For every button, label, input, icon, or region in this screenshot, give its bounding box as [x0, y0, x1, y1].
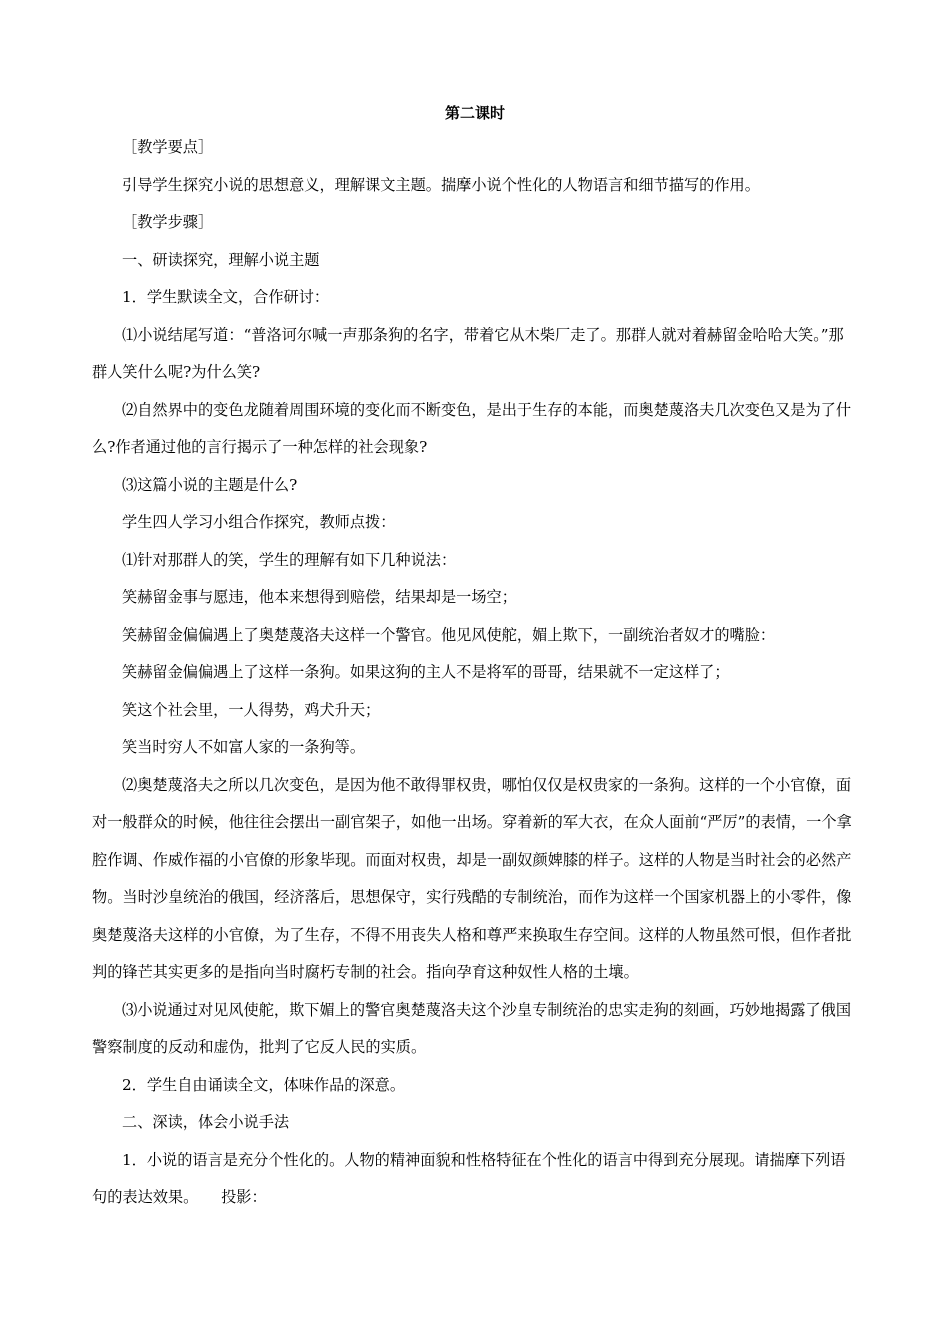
answer-1-item-5: 笑当时穷人不如富人家的一条狗等。 — [122, 738, 365, 756]
answer-3: ⑶小说通过对见风使舵，欺下媚上的警官奥楚蔑洛夫这个沙皇专制统治的忠实走狗的刻画，巧妙地揭露了俄国警察制度的反动和虚伪，批判了它反人民的实质。 — [92, 1000, 851, 1056]
answer-1-item-1: 笑赫留金事与愿违，他本来想得到赔偿，结果却是一场空； — [122, 588, 517, 606]
answer-1-intro: ⑴针对那群人的笑，学生的理解有如下几种说法： — [122, 550, 457, 569]
answer-1-item-4: 笑这个社会里，一人得势，鸡犬升天； — [122, 700, 381, 719]
question-2: ⑵自然界中的变色龙随着周围环境的变化而不断变色，是出于生存的本能，而奥楚蔑洛夫几次变色又是为了什么?作者通过他的言行揭示了一种怎样的社会现象? — [92, 400, 851, 456]
step-two-heading: 2．学生自由诵读全文，体味作品的深意。 — [122, 1075, 406, 1094]
language-analysis-intro: 1．小说的语言是充分个性化的。人物的精神面貌和性格特征在个性化的语言中得到充分展现。请揣摩下列语句的表达效果。 投影： — [92, 1150, 846, 1206]
section-heading-steps: ［教学步骤］ — [122, 213, 214, 231]
step-one-heading: 1．学生默读全文，合作研讨： — [122, 288, 330, 306]
answer-1-item-2: 笑赫留金偏偏遇上了奥楚蔑洛夫这样一个警官。他见风使舵，媚上欺下，一副统治者奴才的嘴脸： — [122, 625, 776, 644]
group-discussion-intro: 学生四人学习小组合作探究，教师点拨： — [122, 513, 396, 531]
question-1: ⑴小说结尾写道：“普洛诃尔喊一声那条狗的名字，带着它从木柴厂走了。那群人就对着赫留金哈哈大笑。”那群人笑什么呢?为什么笑? — [92, 325, 844, 381]
part-two-heading: 二、深读，体会小说手法 — [122, 1113, 290, 1131]
part-one-heading: 一、研读探究，理解小说主题 — [122, 250, 320, 269]
lesson-title: 第二课时 — [444, 104, 505, 122]
answer-1-item-3: 笑赫留金偏偏遇上了这样一条狗。如果这狗的主人不是将军的哥哥，结果就不一定这样了； — [122, 663, 730, 681]
section-heading-key-points: ［教学要点］ — [122, 138, 214, 156]
answer-2: ⑵奥楚蔑洛夫之所以几次变色，是因为他不敢得罪权贵，哪怕仅仅是权贵家的一条狗。这样的一个小官僚，面对一般群众的时候，他往往会摆出一副官架子，如他一出场。穿着新的军大衣，在众人面前“严厉”的表情，一个拿腔作调、作威作福的小官僚的形象毕现。而面对权贵，却是一副奴颜婢膝的样子。这样的人物是当时社会的必然产物。当时沙皇统治的俄国，经济落后，思想保守，实行残酷的专制统治，而作为这样一个国家机器上的小零件，像奥楚蔑洛夫这样的小官僚，为了生存，不得不用丧失人格和尊严来换取生存空间。这样的人物虽然可恨，但作者批判的锋芒其实更多的是指向当时腐朽专制的社会。指向孕育这种奴性人格的土壤。 — [92, 775, 852, 981]
key-points-text: 引导学生探究小说的思想意义，理解课文主题。揣摩小说个性化的人物语言和细节描写的作用。 — [122, 175, 760, 194]
question-3: ⑶这篇小说的主题是什么? — [122, 475, 298, 494]
